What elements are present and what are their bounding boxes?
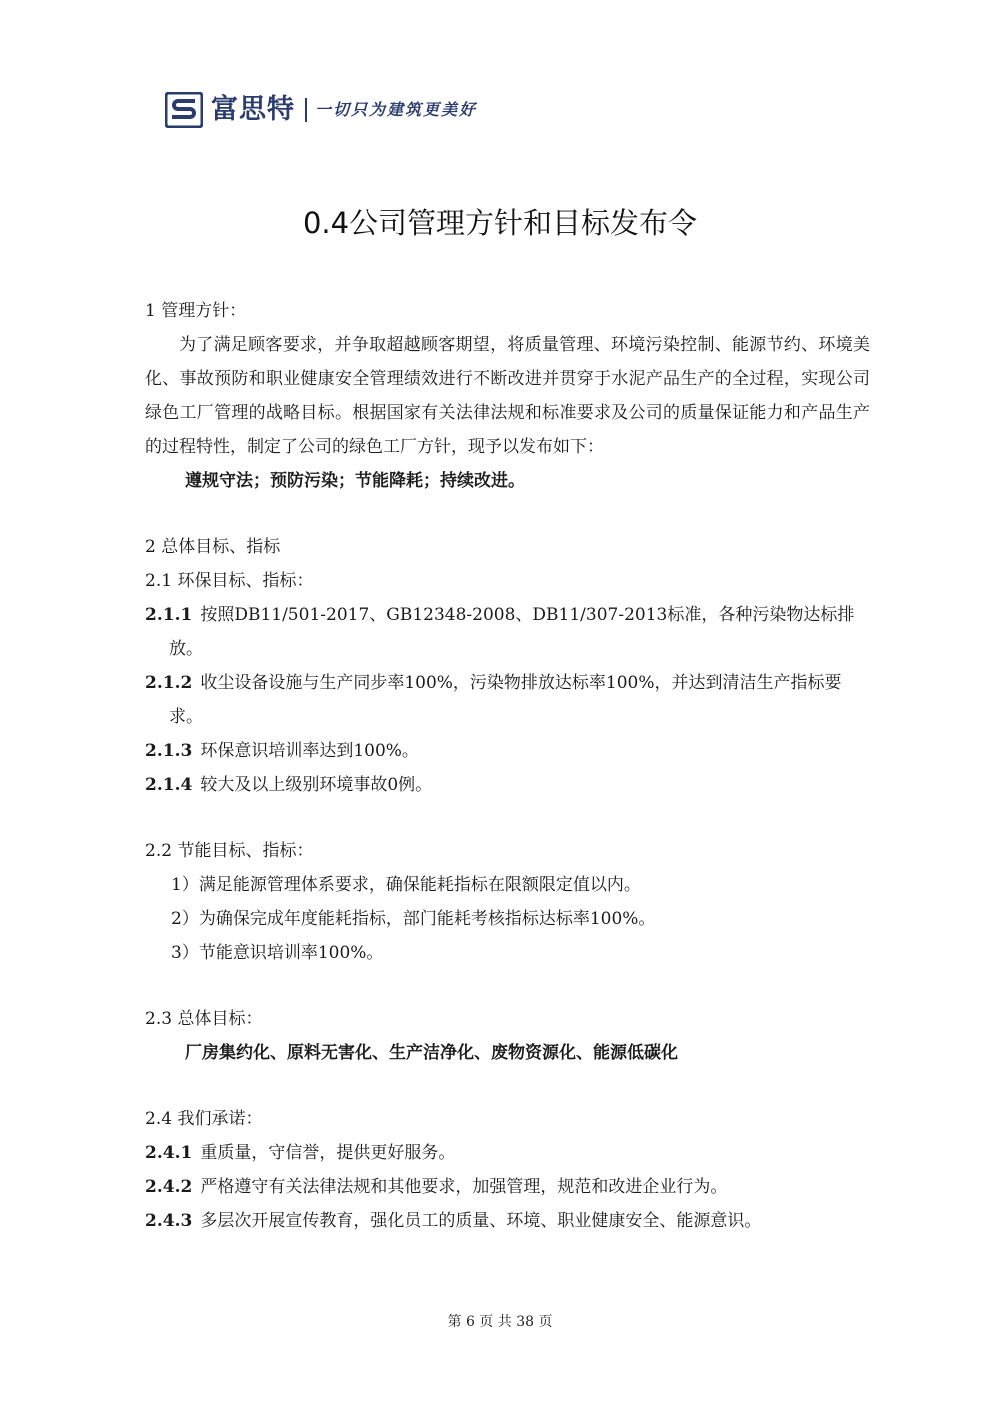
list-item: 3）节能意识培训率100%。 (171, 943, 384, 963)
list-item: 2.4.3 多层次开展宣传教育，强化员工的质量、环境、职业健康安全、能源意识。 (145, 1211, 762, 1231)
list-item: 2）为确保完成年度能耗指标，部门能耗考核指标达标率100%。 (171, 909, 656, 929)
list-item: 2.1.3 环保意识培训率达到100%。 (145, 741, 419, 761)
list-item: 2.4.1 重质量，守信誉，提供更好服务。 (145, 1143, 456, 1163)
company-logo-icon (165, 92, 203, 128)
list-item: 1）满足能源管理体系要求，确保能耗指标在限额限定值以内。 (171, 875, 641, 895)
section-1-paragraph: 为了满足顾客要求，并争取超越顾客期望，将质量管理、环境污染控制、能源节约、环境美化、事故预防和职业健康安全管理绩效进行不断改进并贯穿于水泥产品生产的全过程，实现公司绿色工厂管理的战略目标。根据国家有关法律法规和标准要求及公司的质量保证能力和产品生产的过程特性，制定了公司的绿色工厂方针，现予以发布如下： (145, 335, 870, 457)
list-item: 2.4.2 严格遵守有关法律法规和其他要求，加强管理，规范和改进企业行为。 (145, 1177, 728, 1197)
page-number: 第 6 页 共 38 页 (447, 1314, 553, 1330)
policy-statement: 遵规守法；预防污染；节能降耗；持续改进。 (185, 471, 525, 491)
list-item: 2.1.1 按照DB11/501-2017、GB12348-2008、DB11/307-2013标准，各种污染物达标排放。 (145, 605, 855, 659)
section-2-2-heading: 2.2 节能目标、指标： (145, 841, 314, 861)
brand-name: 富思特 (211, 94, 295, 125)
page-title: 0.4公司管理方针和目标发布令 (302, 206, 698, 240)
section-1-heading: 1 管理方针： (145, 301, 247, 321)
section-2-3-heading: 2.3 总体目标： (145, 1009, 263, 1029)
list-item: 2.1.4 较大及以上级别环境事故0例。 (145, 775, 433, 795)
brand-slogan: 一切只为建筑更美好 (315, 100, 478, 119)
header-divider (305, 98, 307, 122)
overall-goal: 厂房集约化、原料无害化、生产洁净化、废物资源化、能源低碳化 (185, 1043, 678, 1063)
document-body (145, 294, 870, 1238)
section-2-1-heading: 2.1 环保目标、指标： (145, 571, 314, 591)
section-2-4-heading: 2.4 我们承诺： (145, 1109, 263, 1129)
section-2-heading: 2 总体目标、指标 (145, 537, 281, 557)
list-item: 2.1.2 收尘设备设施与生产同步率100%，污染物排放达标率100%，并达到清洁生产指标要求。 (145, 673, 842, 727)
page-header (165, 92, 477, 128)
